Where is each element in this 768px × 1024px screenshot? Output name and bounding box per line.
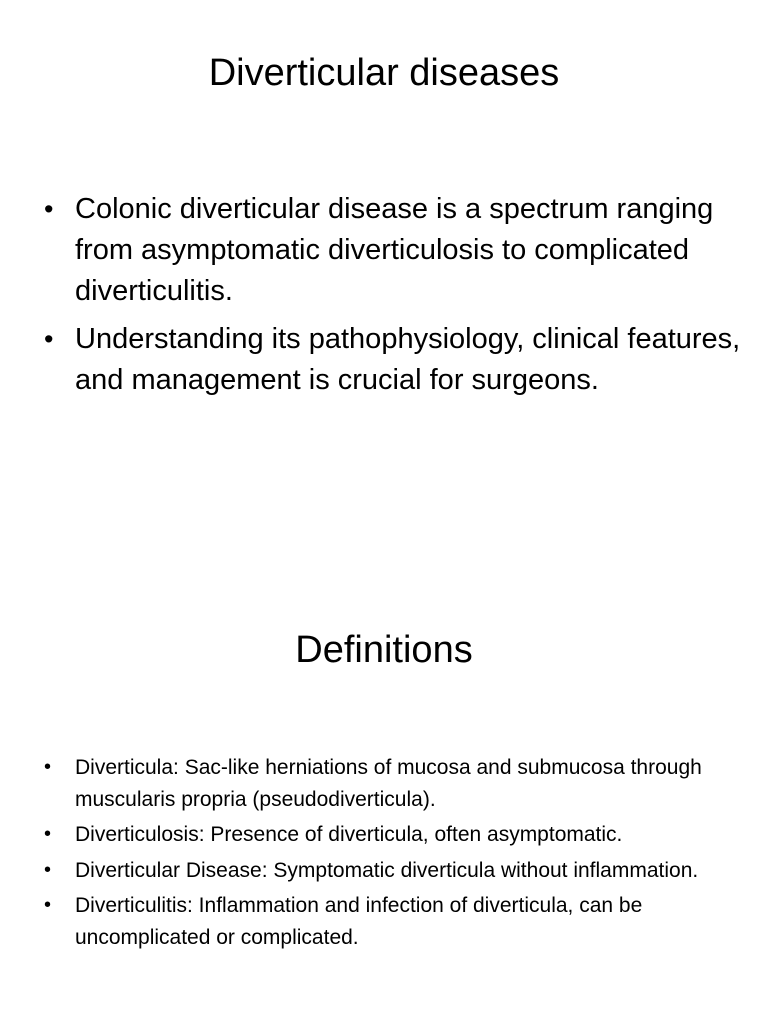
bullet-list xyxy=(44,189,744,408)
bullet-item xyxy=(44,752,744,815)
bullet-icon: • xyxy=(44,894,52,916)
bullet-text: Colonic diverticular disease is a spectrum ranging from asymptomatic diverticulosis to complicated diverticulitis. xyxy=(75,193,714,307)
bullet-list xyxy=(44,752,744,957)
bullet-icon: • xyxy=(44,194,54,224)
slide-definitions xyxy=(0,512,768,1024)
bullet-text: Diverticulitis: Inflammation and infection of diverticula, can be uncomplicated or complicated. xyxy=(75,894,643,949)
bullet-text: Diverticulosis: Presence of diverticula, often asymptomatic. xyxy=(75,823,623,846)
bullet-icon: • xyxy=(44,756,52,778)
slide-title: Diverticular diseases xyxy=(208,52,560,94)
bullet-text: Diverticula: Sac-like herniations of mucosa and submucosa through muscularis propria (pseudodiverticula). xyxy=(75,756,702,811)
bullet-text: Understanding its pathophysiology, clinical features, and management is crucial for surgeons. xyxy=(75,323,741,396)
bullet-icon: • xyxy=(44,858,52,881)
slide-title: Definitions xyxy=(295,629,473,671)
bullet-item xyxy=(44,855,744,887)
bullet-item xyxy=(44,890,744,953)
bullet-icon: • xyxy=(44,823,52,845)
bullet-icon: • xyxy=(44,324,54,354)
bullet-item xyxy=(44,319,744,401)
bullet-item xyxy=(44,189,744,312)
bullet-text: Diverticular Disease: Symptomatic diverticula without inflammation. xyxy=(75,858,699,882)
bullet-item xyxy=(44,819,744,851)
